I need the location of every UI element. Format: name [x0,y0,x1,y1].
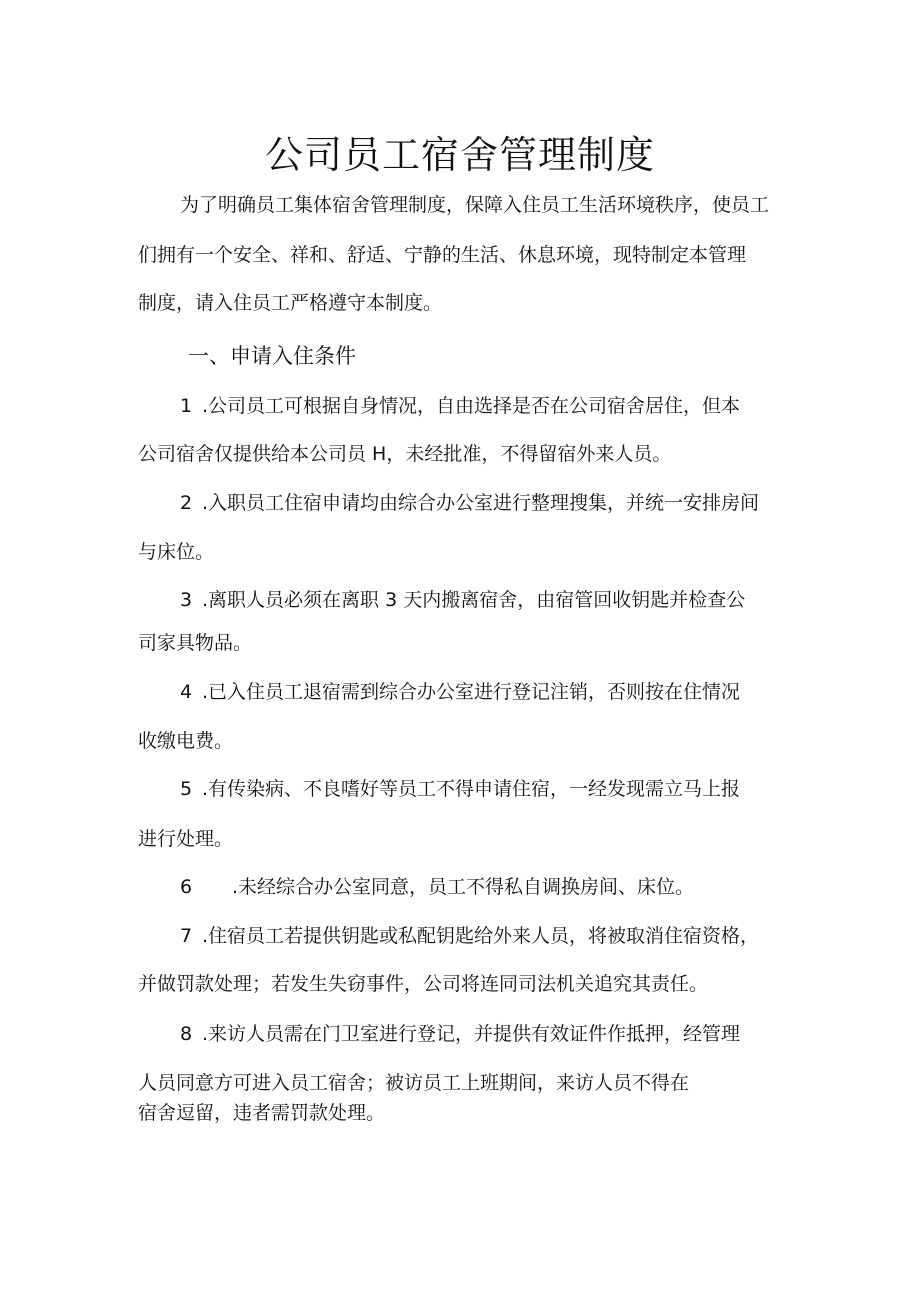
item-text: .入职员工住宿申请均由综合办公室进行整理搜集，并统一安排房间 [202,492,760,514]
list-item-8-line-2: 人员同意方可进入员工宿舍；被访员工上班期间，来访人员不得在 [138,1072,690,1094]
intro-line-2: 们拥有一个安全、祥和、舒适、宁静的生活、休息环境，现特制定本管理 [138,244,747,266]
list-item-8-line-3: 宿舍逗留，违者需罚款处理。 [138,1102,386,1124]
list-item-2-line-1 [180,490,759,516]
list-item-5-line-1 [180,776,740,802]
item-number: 3 [180,589,193,611]
list-item-2-line-2: 与床位。 [138,541,215,563]
item-text: .有传染病、不良嗜好等员工不得申请住宿，一经发现需立马上报 [202,778,741,800]
item-number: 8 [180,1023,193,1045]
item-text: .公司员工可根据自身情况，自由选择是否在公司宿舍居住，但本 [202,395,741,417]
list-item-4-line-2: 收缴电费。 [138,730,234,752]
item-number: 6 [180,876,193,898]
item-number: 2 [180,492,193,514]
list-item-3-line-2: 司家具物品。 [138,632,253,654]
list-item-6-line-1 [180,874,694,900]
item-text: .未经综合办公室同意，员工不得私自调换房间、床位。 [232,876,695,898]
item-text: .离职人员必须在离职 3 天内搬离宿舍，由宿管回收钥匙并检查公 [202,589,746,611]
intro-line-1: 为了明确员工集体宿舍管理制度，保障入住员工生活环境秩序，使员工 [180,194,770,216]
item-number: 1 [180,395,193,417]
list-item-8-line-1 [180,1021,740,1047]
intro-line-3: 制度，请入住员工严格遵守本制度。 [138,292,443,314]
item-number: 4 [180,681,193,703]
list-item-1-line-1 [180,393,740,419]
item-number: 7 [180,925,193,947]
list-item-1-line-2: 公司宿舍仅提供给本公司员 H，未经批准，不得留宿外来人员。 [138,443,672,465]
list-item-7-line-1 [180,923,759,949]
item-text: .来访人员需在门卫室进行登记，并提供有效证件作抵押，经管理 [202,1023,741,1045]
list-item-7-line-2: 并做罚款处理；若发生失窃事件，公司将连同司法机关追究其责任。 [138,973,709,995]
item-number: 5 [180,778,193,800]
item-text: .已入住员工退宿需到综合办公室进行登记注销，否则按在住情况 [202,681,741,703]
document-title: 公司员工宿舍管理制度 [264,133,655,177]
list-item-4-line-1 [180,679,740,705]
list-item-5-line-2: 进行处理。 [138,828,234,850]
section-heading: 一、申请入住条件 [188,344,356,368]
item-text: .住宿员工若提供钥匙或私配钥匙给外来人员，将被取消住宿资格， [202,925,760,947]
list-item-3-line-1 [180,587,745,613]
